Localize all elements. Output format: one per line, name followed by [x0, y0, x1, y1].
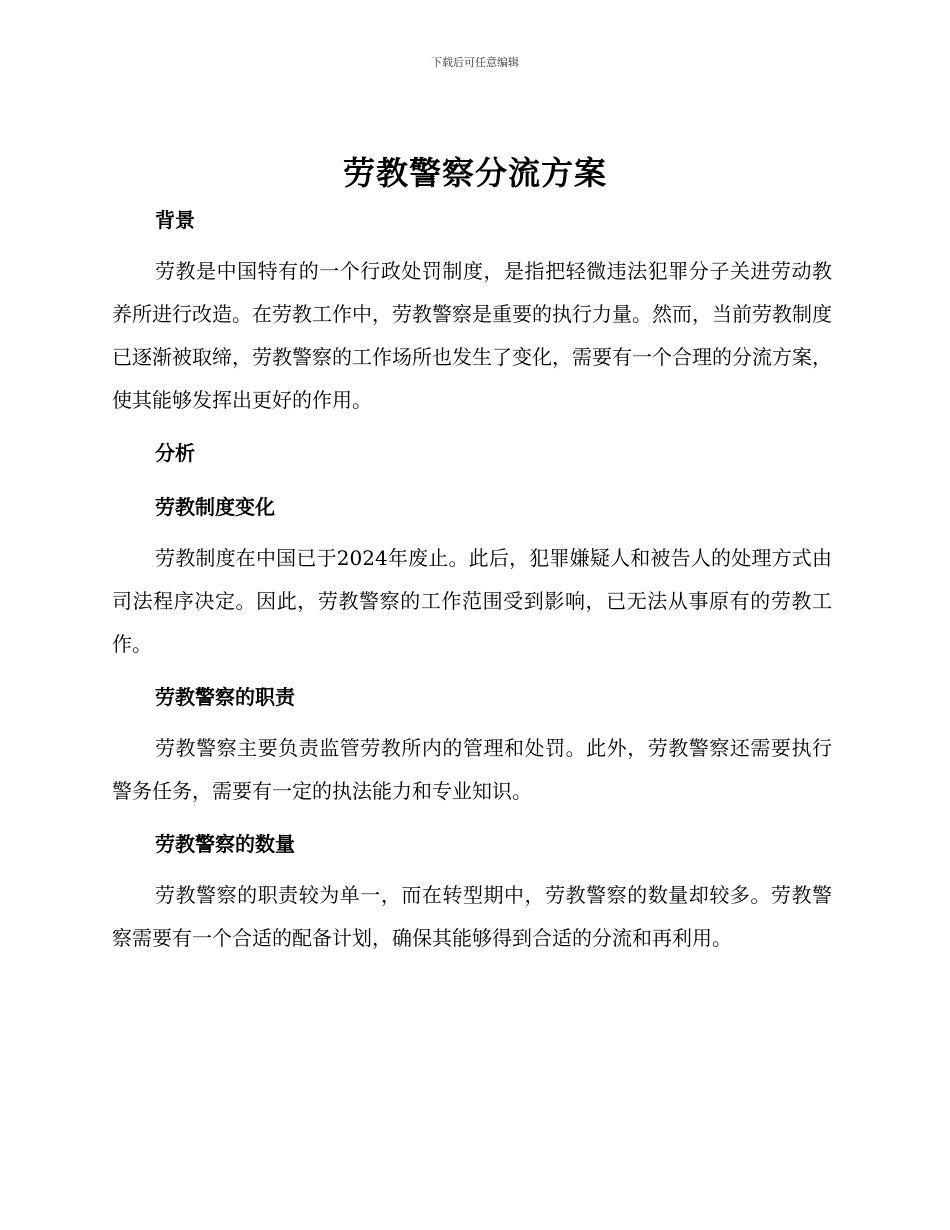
subsection-heading-system-change: 劳教制度变化 [155, 495, 275, 519]
paragraph-duties: 劳教警察主要负责监管劳教所内的管理和处罚。此外，劳教警察还需要执行警务任务，需要有一定的执法能力和专业知识。 [112, 736, 832, 803]
paragraph-system-change: 劳教制度在中国已于2024年废止。此后，犯罪嫌疑人和被告人的处理方式由司法程序决定。因此，劳教警察的工作范围受到影响，已无法从事原有的劳教工作。 [112, 546, 832, 656]
subsection-heading-count: 劳教警察的数量 [155, 832, 295, 856]
paragraph-background: 劳教是中国特有的一个行政处罚制度，是指把轻微违法犯罪分子关进劳动教养所进行改造。在劳教工作中，劳教警察是重要的执行力量。然而，当前劳教制度已逐渐被取缔，劳教警察的工作场所也发生了变化，需要有一个合理的分流方案，使其能够发挥出更好的作用。 [112, 259, 832, 412]
section-heading-background: 背景 [155, 208, 195, 232]
section-heading-analysis: 分析 [155, 441, 195, 465]
document-body [112, 204, 832, 960]
paragraph-count: 劳教警察的职责较为单一，而在转型期中，劳教警察的数量却较多。劳教警察需要有一个合适的配备计划，确保其能够得到合适的分流和再利用。 [112, 883, 832, 950]
document-title: 劳教警察分流方案 [342, 154, 607, 192]
header-note: 下载后可任意编辑 [431, 56, 519, 69]
subsection-heading-duties: 劳教警察的职责 [155, 685, 295, 709]
